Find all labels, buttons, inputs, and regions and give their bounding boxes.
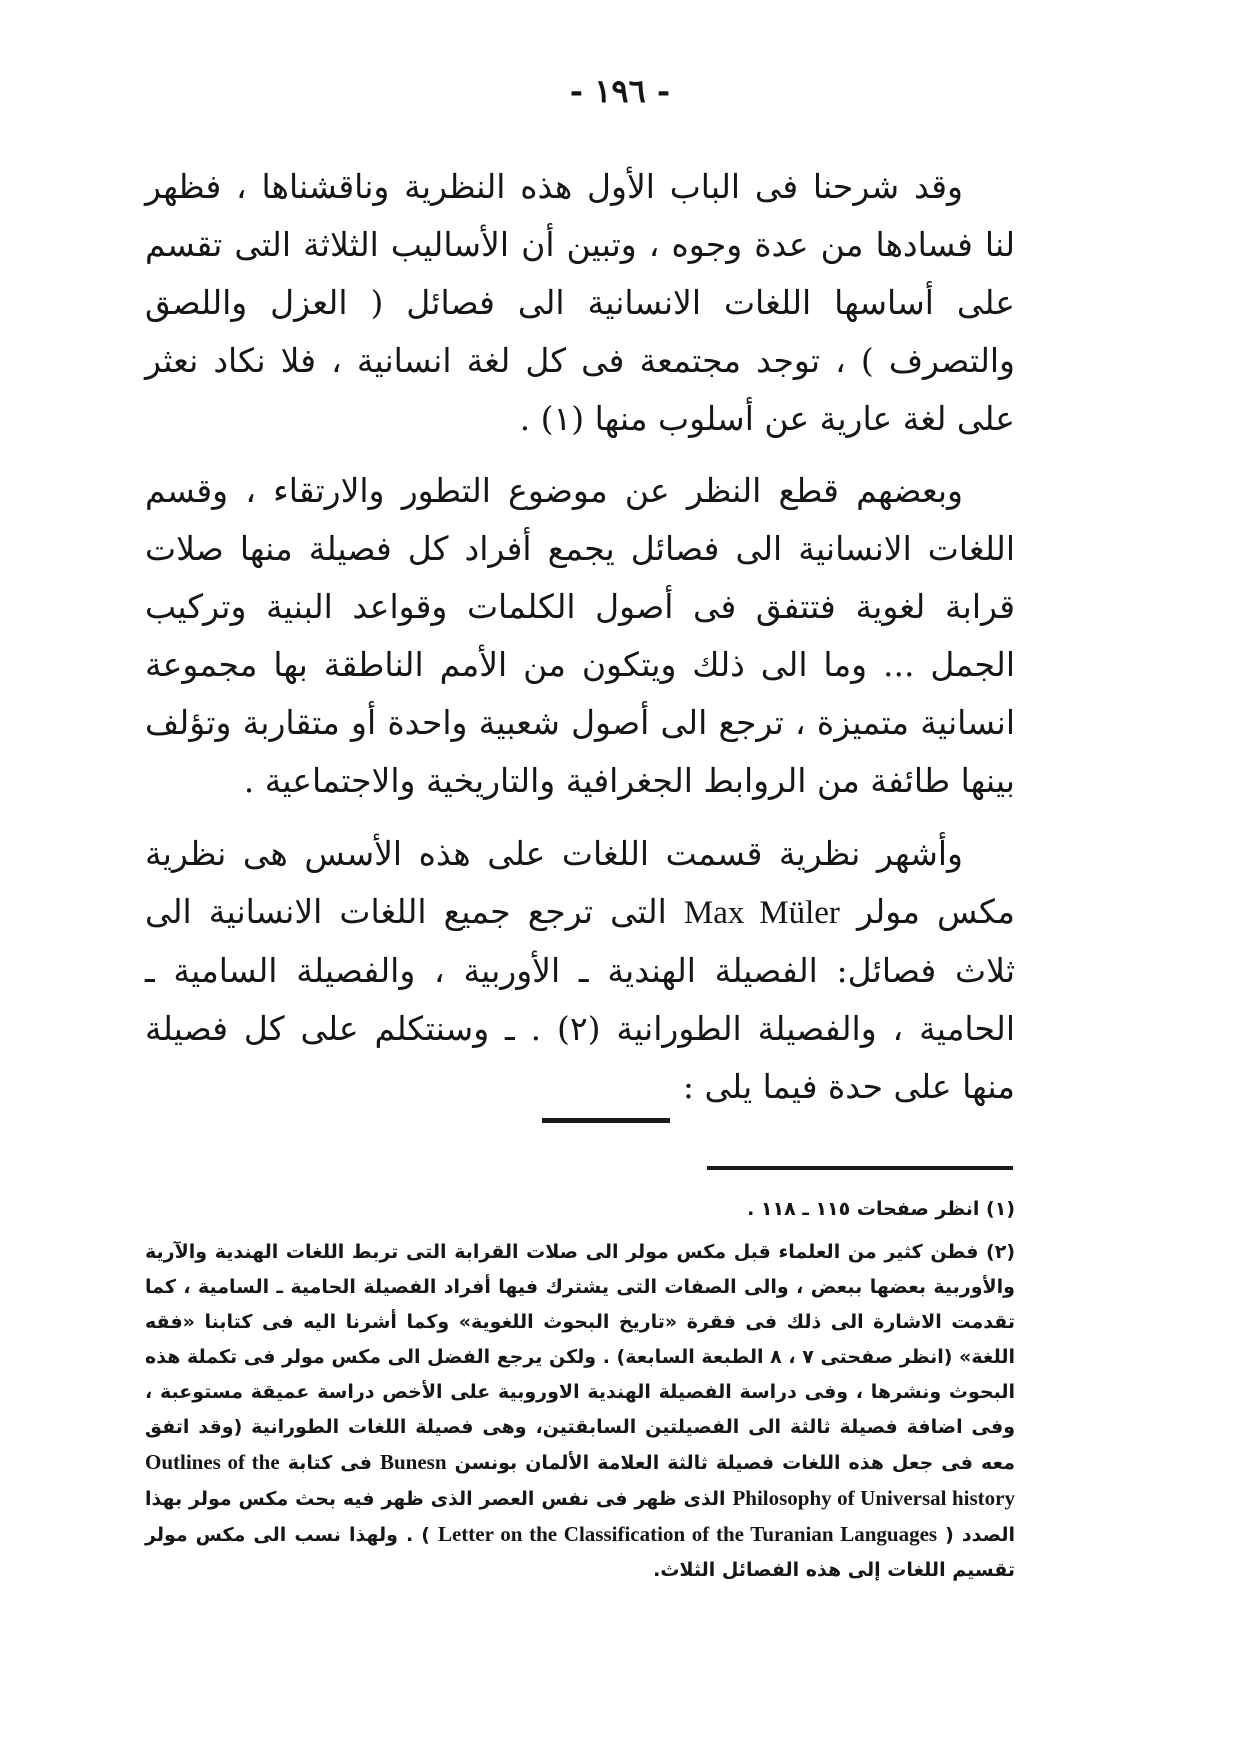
footnotes (145, 1192, 1015, 1588)
footnote-2-part-a: (٢) فطن كثير من العلماء قبل مكس مولر الى صلات القرابة التى تربط اللغات الهندية والآرية والأوربية بعضها ببعض ، والى الصفات التى يشترك فيها أفراد الفصيلة الحامية ـ السامية ، كما تقدمت الاشارة الى ذلك فى فقرة «تاريخ البحوث اللغوية» وكما أشرنا اليه فى كتابنا «فقه اللغة» (انظر صفحتى ٧ ، ٨ الطبعة السابعة) . ولكن يرجع الفضل الى مكس مولر فى تكملة هذه البحوث ونشرها ، وفى دراسة الفصيلة الهندية الاوروبية على الأخص دراسة عميقة مستوعبة ، وفى اضافة فصيلة ثالثة الى الفصيلتين السابقتين، وهى فصيلة اللغات الطورانية (وقد اتفق معه فى جعل هذه اللغات فصيلة ثالثة العلامة الألمان بونسن (145, 1241, 1015, 1474)
footnote-2-part-d: ) . ولهذا نسب الى مكس مولر تقسيم اللغات إلى هذه الفصائل الثلاث. (145, 1524, 1015, 1581)
footnote-1: (١) انظر صفحات ١١٥ ـ ١١٨ . (747, 1198, 1015, 1220)
footnote-2: (٢) فطن كثير من العلماء قبل مكس مولر الى صلات القرابة التى تربط اللغات الهندية والآرية والأوربية بعضها ببعض ، والى الصفات التى يشترك فيها أفراد الفصيلة الحامية ـ السامية ، كما تقدمت الاشارة الى ذلك فى فقرة «تاريخ البحوث اللغوية» وكما أشرنا اليه فى كتابنا «فقه اللغة» (انظر صفحتى ٧ ، ٨ الطبعة السابعة) . ولكن يرجع الفضل الى مكس مولر فى تكملة هذه البحوث ونشرها ، وفى دراسة الفصيلة الهندية الاوروبية على الأخص دراسة عميقة مستوعبة ، وفى اضافة فصيلة ثالثة الى الفصيلتين السابقتين، وهى فصيلة اللغات الطورانية (وقد اتفق معه فى جعل هذه اللغات فصيلة ثالثة العلامة الألمان بونسن Bunesn فى كتابة Outlines of the Philosophy of Universal history الذى ظهر فى نفس العصر الذى ظهر فيه بحث مكس مولر بهذا الصدد ( Letter on the Classification of the Turanian Languages ) . ولهذا نسب الى مكس مولر تقسيم اللغات إلى هذه الفصائل الثلاث. (145, 1241, 1015, 1581)
paragraph-2 (145, 462, 1015, 810)
section-end-rule (542, 1118, 670, 1123)
paragraph-3 (145, 825, 1015, 1116)
paragraph-1 (145, 158, 1015, 448)
footnote-separator-rule (707, 1166, 1013, 1170)
paragraph-3-text (145, 825, 1015, 1116)
max-muller-latin: Max Müler (683, 895, 840, 931)
paragraph-3-part-1: وأشهر نظرية قسمت اللغات على هذه الأسس هى نظرية مكس مولر (145, 834, 1015, 931)
footnote-2-part-c: الذى ظهر فى نفس العصر الذى ظهر فيه بحث مكس مولر بهذا الصدد (145, 1488, 1015, 1546)
footnote-2-part-b: فى كتابة (287, 1452, 372, 1474)
paragraph-1-text: وقد شرحنا فى الباب الأول هذه النظرية وناقشناها ، فظهر لنا فسادها من عدة وجوه ، وتبين أن الأساليب الثلاثة التى تقسم على أساسها اللغات الانسانية الى فصائل ( العزل واللصق والتصرف ) ، توجد مجتمعة فى كل لغة انسانية ، فلا نكاد نعثر على لغة عارية عن أسلوب منها (١) . (145, 167, 1015, 438)
footnote-2-letter-title: Letter on the Classification of the Turanian Languages (437, 1522, 938, 1546)
footnote-2-outlines-title: Outlines of the Philosophy of Universal history (145, 1450, 1015, 1510)
page-number: - ١٩٦ - (569, 72, 671, 110)
paragraph-3-part-2: التى ترجع جميع اللغات الانسانية الى ثلاث فصائل: الفصيلة الهندية ـ الأوربية ، والفصيلة السامية ـ الحامية ، والفصيلة الطورانية (٢) . ـ وسنتكلم على كل فصيلة منها على حدة فيما يلى : (145, 892, 1016, 1106)
paragraph-2-text: وبعضهم قطع النظر عن موضوع التطور والارتقاء ، وقسم اللغات الانسانية الى فصائل يجمع أفراد كل فصيلة منها صلات قرابة لغوية فتتفق فى أصول الكلمات وقواعد البنية وتركيب الجمل ... وما الى ذلك ويتكون من الأمم الناطقة بها مجموعة انسانية متميزة ، ترجع الى أصول شعبية واحدة أو متقاربة وتؤلف بينها طائفة من الروابط الجغرافية والتاريخية والاجتماعية . (145, 471, 1015, 800)
footnote-2-bunesn: Bunesn (380, 1450, 447, 1474)
